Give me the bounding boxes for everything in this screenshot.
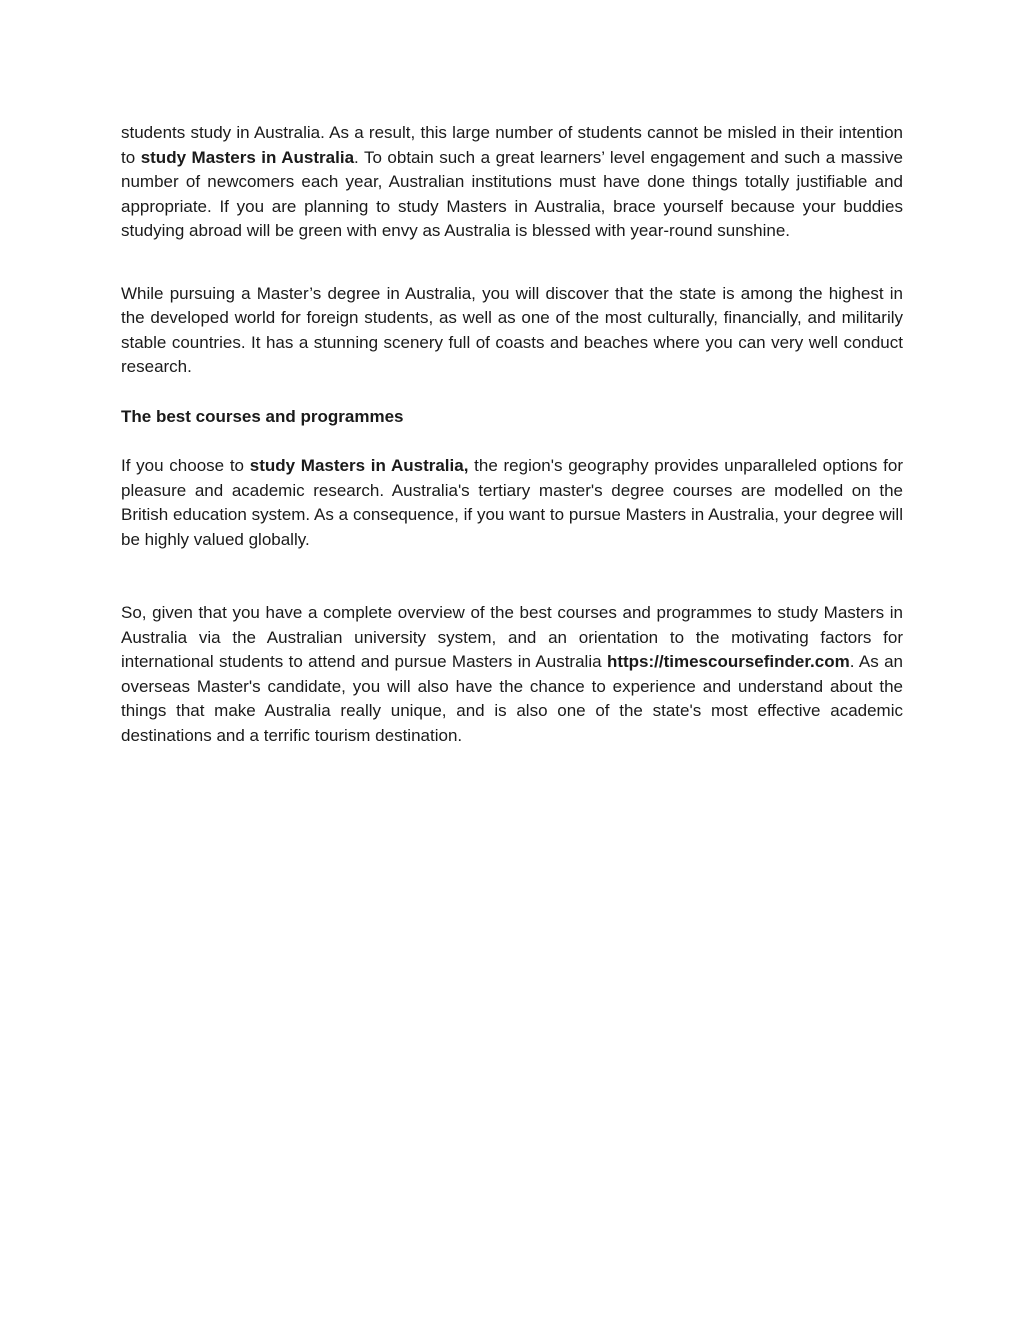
paragraph4-text-start: So, given that you have a complete overview of the best courses and programmes to study Masters in Australia via the Australian university system, and an orientation to the motivating factors for international students to attend and pursue Masters in Australia [121,603,903,671]
section-heading: The best courses and programmes [121,406,404,426]
paragraph3-text-start: If you choose to [121,456,250,475]
paragraph-overview-summary [121,601,903,748]
paragraph-choose-to-study [121,454,903,552]
paragraph4-text-end: . As an overseas Master's candidate, you will also have the chance to experience and understand about the things that make Australia really unique, and is also one of the state's most effective academic destinations and a terrific tourism destination. [121,652,903,745]
paragraph1-text-start: students study in Australia. As a result, this large number of students cannot be misled in their intention to [121,123,903,167]
website-url-text: https://timescoursefinder.com [606,652,850,671]
paragraph1-text-end: . To obtain such a great learners’ level engagement and such a massive number of newcomers each year, Australian institutions must have done things totally justifiable and appropriate. If you are planning to study Masters in Australia, brace yourself because your buddies studying abroad will be green with envy as Australia is blessed with year-round sunshine. [121,147,903,240]
paragraph-pursuing-masters: While pursuing a Master’s degree in Australia, you will discover that the state is among the highest in the developed world for foreign students, as well as one of the most culturally, financially, and militarily stable countries. It has a stunning scenery full of coasts and beaches where you can very well conduct research. [121,283,903,376]
paragraph3-text-end: the region's geography provides unparalleled options for pleasure and academic research. Australia's tertiary master's degree courses are modelled on the British education system. As a consequence, if you want to pursue Masters in Australia, your degree will be highly valued globally. [121,456,903,549]
document-body [121,121,903,748]
paragraph-study-in-australia [121,121,903,244]
paragraph1-bold-phrase: study Masters in Australia [140,147,355,167]
paragraph3-bold-phrase: study Masters in Australia, [249,456,469,475]
